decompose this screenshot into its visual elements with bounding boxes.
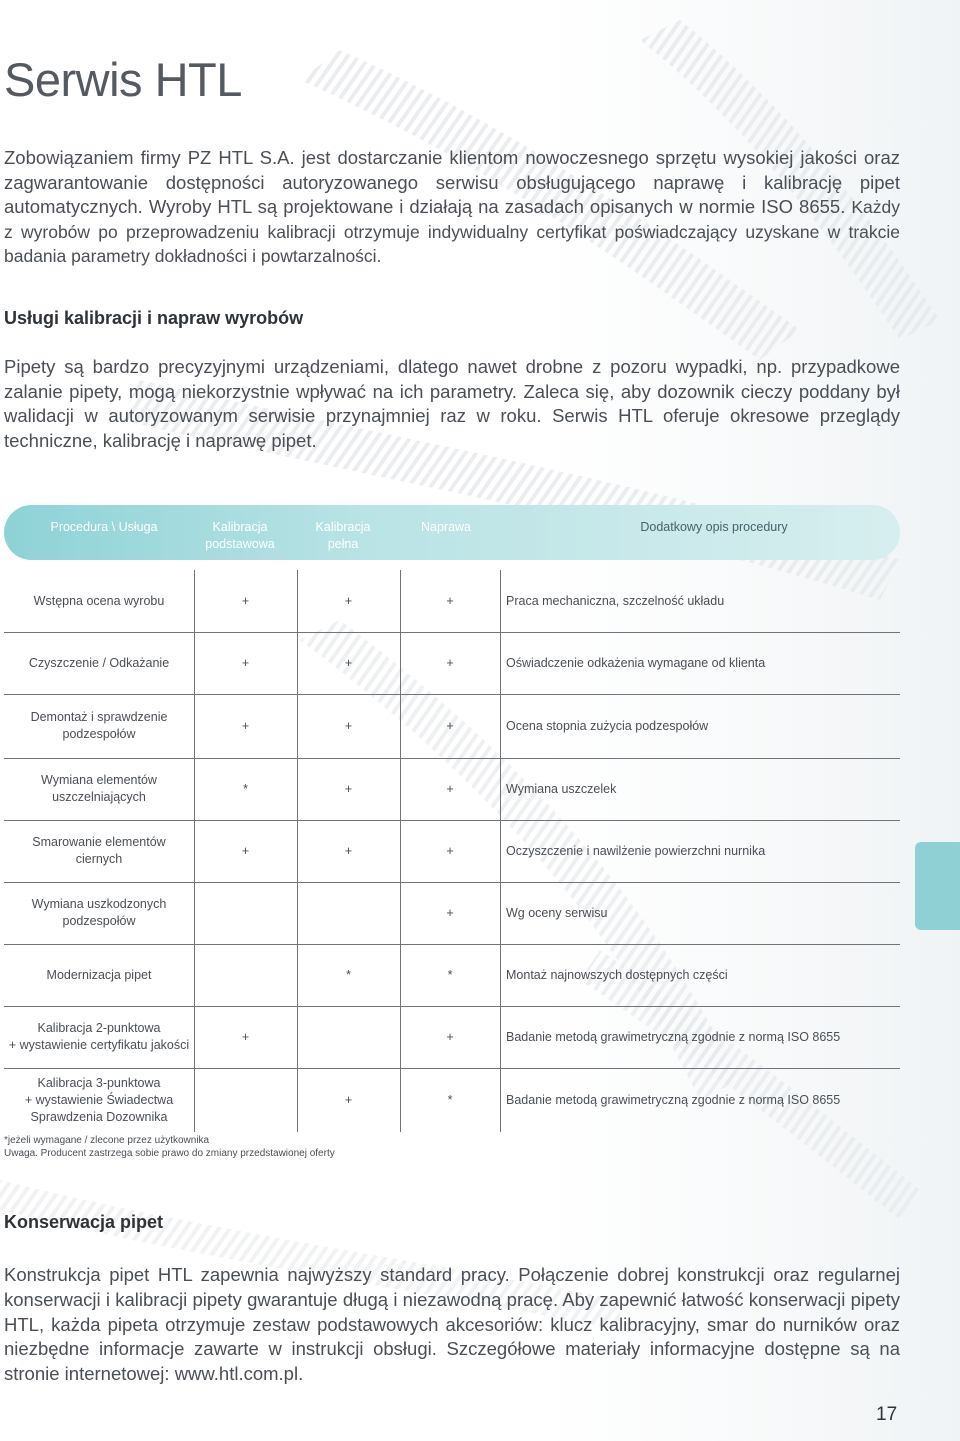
table-row [4, 694, 900, 759]
row-description: Ocena stopnia zużycia podzespołów [506, 718, 709, 733]
header-full-line1: Kalibracja [315, 520, 371, 534]
row-description: Badanie metodą grawimetryczną zgodnie z normą ISO 8655 [506, 1029, 841, 1044]
row-full [297, 1006, 400, 1068]
header-basic-calibration [190, 519, 290, 553]
header-description: Dodatkowy opis procedury [640, 520, 788, 534]
intro-text-2: Każdy z wyrobów po przeprowadzeniu kalibracji otrzymuje indywidualny certyfikat poświadczający uzyskane w trakcie badania parametry dokładności i powtarzalności. [4, 197, 900, 266]
row-procedure [4, 570, 194, 632]
procedure-text: + wystawienie certyfikatu jakości [8, 1038, 190, 1052]
table-row [4, 758, 900, 821]
row-repair: + [446, 843, 454, 858]
row-full: + [344, 655, 353, 670]
row-procedure [4, 882, 194, 944]
row-full: + [344, 1092, 353, 1107]
footnote-asterisk: *jeżeli wymagane / zlecone przez użytkownika [4, 1135, 210, 1146]
row-full: + [344, 593, 353, 608]
row-full: * [346, 967, 351, 982]
table-row [4, 882, 900, 945]
procedure-text: ciernych [75, 852, 123, 866]
header-basic-line2: podstawowa [205, 537, 275, 551]
header-full-line2: pełna [327, 537, 359, 551]
procedure-text: Wymiana uszkodzonych [31, 897, 167, 911]
column-divider [297, 570, 298, 1132]
row-procedure [4, 632, 194, 694]
row-basic: + [241, 1029, 250, 1044]
footnote-note: Uwaga. Producent zastrzega sobie prawo do zmiany przedstawionej oferty [4, 1148, 335, 1159]
row-description: Wg oceny serwisu [506, 905, 608, 920]
page-number: 17 [876, 1404, 898, 1425]
row-procedure [4, 758, 194, 820]
row-repair: + [446, 1029, 454, 1044]
header-basic-line1: Kalibracja [212, 520, 268, 534]
section-heading-maintenance: Konserwacja pipet [4, 1212, 164, 1232]
table-row [4, 1006, 900, 1069]
procedure-text: Sprawdzenia Dozownika [30, 1109, 168, 1124]
procedure-text: podzespołów [62, 727, 136, 741]
procedure-text: Wstępna ocena wyrobu [33, 593, 165, 608]
table-row [4, 820, 900, 883]
row-repair: + [446, 781, 454, 796]
row-basic [194, 944, 297, 1006]
table-row [4, 570, 900, 633]
procedure-text: Wymiana elementów [41, 773, 157, 787]
column-divider [500, 570, 501, 1132]
row-procedure [4, 1006, 194, 1068]
header-procedure: Procedura \ Usługa [50, 520, 158, 534]
side-tab-marker [915, 842, 960, 930]
row-procedure [4, 1068, 194, 1132]
row-full: + [344, 718, 353, 733]
row-description: Oczyszczenie i nawilżenie powierzchni nurnika [506, 843, 766, 858]
table-row [4, 944, 900, 1007]
row-basic [194, 1068, 297, 1132]
row-basic: + [241, 718, 250, 733]
row-basic: + [241, 593, 250, 608]
row-repair: * [447, 1092, 453, 1107]
procedure-text: Kalibracja 3-punktowa [37, 1075, 161, 1090]
row-full: + [344, 781, 353, 796]
row-description: Wymiana uszczelek [506, 781, 617, 796]
procedure-text: uszczelniających [52, 790, 146, 804]
row-basic: + [241, 843, 250, 858]
table-row [4, 1068, 900, 1132]
row-description: Badanie metodą grawimetryczną zgodnie z normą ISO 8655 [506, 1092, 841, 1107]
procedure-text: Kalibracja 2-punktowa [37, 1021, 161, 1035]
row-full [297, 882, 400, 944]
table-row [4, 632, 900, 695]
column-divider [194, 570, 195, 1132]
row-repair: * [447, 967, 453, 982]
row-description: Praca mechaniczna, szczelność układu [506, 593, 725, 608]
row-repair: + [446, 655, 454, 670]
procedure-text: Czyszczenie / Odkażanie [28, 655, 170, 670]
row-procedure [4, 820, 194, 882]
row-description: Oświadczenie odkażenia wymagane od klienta [506, 655, 766, 670]
row-repair: + [446, 905, 454, 920]
row-full: + [344, 843, 353, 858]
header-full-calibration [293, 519, 393, 553]
row-procedure [4, 944, 194, 1006]
services-paragraph: Pipety są bardzo precyzyjnymi urządzeniami, dlatego nawet drobne z pozoru wypadki, np. przypadkowe zalanie pipety, mogą niekorzystnie wpływać na ich parametry. Zaleca się, aby dozownik cieczy poddany był walidacji w autoryzowanym serwisie przynajmniej raz w roku. Serwis HTL oferuje okresowe przeglądy techniczne, kalibrację i naprawę pipet. [4, 356, 900, 451]
intro-text-1: Zobowiązaniem firmy PZ HTL S.A. jest dostarczanie klientom nowoczesnego sprzętu wysokiej jakości oraz zagwarantowanie dostępności autoryzowanego serwisu obsługującego naprawę i kalibrację pipet automatycznych. Wyroby HTL są projektowane i działają na zasadach opisanych w normie ISO 8655. [4, 147, 900, 217]
row-repair: + [446, 718, 454, 733]
row-repair: + [446, 593, 454, 608]
procedure-text: + wystawienie Świadectwa [24, 1092, 174, 1107]
row-procedure [4, 694, 194, 758]
row-basic [194, 882, 297, 944]
row-basic: + [241, 655, 250, 670]
page-title: Serwis HTL [4, 53, 242, 106]
maintenance-paragraph: Konstrukcja pipet HTL zapewnia najwyższy standard pracy. Połączenie dobrej konstrukcji oraz regularnej konserwacji i kalibracji pipety gwarantuje długą i niezawodną pracę. Aby zapewnić łatwość konserwacji pipety HTL, każda pipeta otrzymuje zestaw podstawowych akcesoriów: klucz kalibracyjny, smar do nurników oraz niezbędne informacje zawarte w instrukcji obsługi. Szczegółowe materiały informacyjne dostępne są na stronie internetowej: www.htl.com.pl. [4, 1264, 900, 1385]
column-divider [400, 570, 401, 1132]
procedure-text: podzespołów [62, 914, 136, 928]
intro-paragraph [4, 146, 900, 269]
procedure-text: Modernizacja pipet [46, 967, 152, 982]
row-description: Montaż najnowszych dostępnych części [506, 967, 728, 982]
section-heading-services: Usługi kalibracji i napraw wyrobów [4, 308, 304, 328]
table-header [4, 505, 900, 560]
procedure-text: Demontaż i sprawdzenie [30, 710, 168, 724]
row-basic: * [243, 781, 248, 796]
procedure-text: Smarowanie elementów [32, 835, 166, 849]
header-repair: Naprawa [420, 520, 472, 534]
